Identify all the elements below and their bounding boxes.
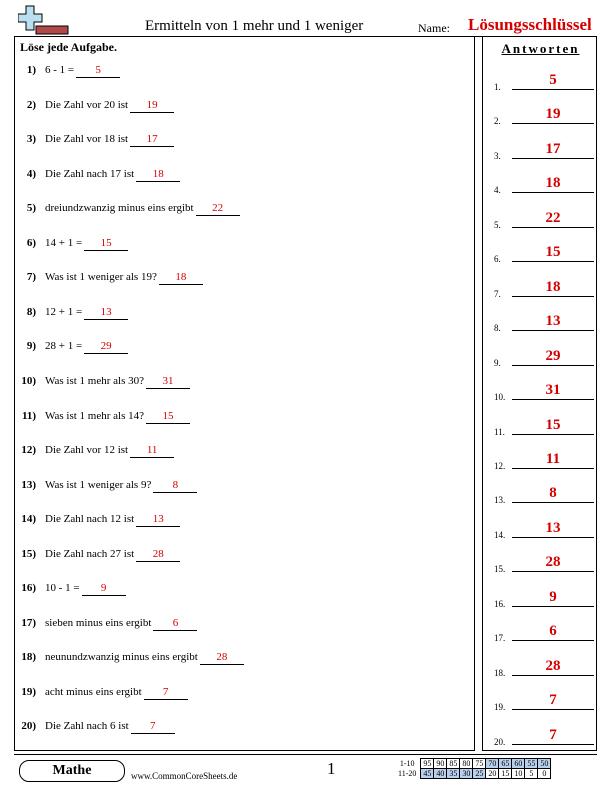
score-cell: 75 — [473, 759, 486, 769]
question-number: 1) — [26, 64, 36, 76]
question-number: 5) — [26, 202, 36, 215]
answer-blank[interactable]: 18 — [136, 168, 180, 182]
answer-number: 16. — [494, 598, 506, 609]
score-cell: 85 — [447, 759, 460, 769]
score-cell: 55 — [525, 759, 538, 769]
answer-value[interactable]: 13 — [512, 519, 594, 538]
answer-number: 3. — [494, 150, 501, 161]
question-text: 6 - 1 = — [45, 64, 75, 76]
question-item — [18, 99, 174, 115]
score-cell: 40 — [434, 769, 447, 779]
question-item — [18, 237, 128, 253]
question-number: 9) — [26, 340, 36, 353]
answer-number: 17. — [494, 633, 506, 644]
score-cell: 80 — [460, 759, 473, 769]
answer-number: 2. — [494, 116, 501, 127]
answer-value[interactable]: 17 — [512, 140, 594, 159]
question-number: 11) — [21, 409, 36, 422]
score-cell: 65 — [499, 759, 512, 769]
answer-value[interactable]: 13 — [512, 312, 594, 331]
answer-key-title: Lösungsschlüssel — [468, 15, 592, 34]
answer-item — [494, 518, 594, 540]
question-item — [18, 202, 240, 218]
answer-number: 6. — [494, 254, 501, 265]
question-text: Die Zahl nach 17 ist — [45, 167, 135, 180]
answer-value[interactable]: 29 — [512, 347, 594, 366]
question-item — [18, 168, 180, 184]
question-item — [18, 375, 190, 391]
answer-item — [494, 277, 594, 299]
question-number: 2) — [26, 98, 36, 111]
score-cell: 60 — [512, 759, 525, 769]
question-text: Was ist 1 mehr als 14? — [45, 409, 145, 422]
answer-value[interactable]: 8 — [512, 484, 594, 503]
question-item — [18, 444, 174, 460]
answer-value[interactable]: 15 — [512, 243, 594, 262]
question-number: 18) — [21, 651, 36, 664]
answer-item — [494, 173, 594, 195]
answer-number: 13. — [494, 495, 506, 506]
question-item — [18, 513, 180, 529]
question-item — [18, 133, 174, 149]
answer-item — [494, 725, 594, 747]
question-text: Die Zahl vor 12 ist — [45, 444, 129, 457]
answer-number: 11. — [494, 426, 505, 437]
answer-blank[interactable]: 6 — [153, 617, 197, 631]
question-item — [18, 720, 175, 736]
footer-rule — [14, 754, 597, 755]
question-number: 15) — [21, 547, 36, 560]
score-row — [396, 759, 551, 769]
answer-blank[interactable]: 17 — [130, 133, 174, 147]
subject-badge: Mathe — [19, 760, 125, 782]
answer-value[interactable]: 15 — [512, 416, 594, 435]
answer-item — [494, 311, 594, 333]
question-number: 7) — [26, 271, 36, 284]
question-number: 3) — [26, 133, 36, 146]
answer-item — [494, 656, 594, 678]
score-row — [396, 769, 551, 779]
question-item — [18, 306, 128, 322]
answer-value[interactable]: 28 — [512, 657, 594, 676]
answer-blank[interactable]: 19 — [130, 99, 174, 113]
question-text: 12 + 1 = — [45, 305, 83, 318]
question-item — [18, 617, 197, 633]
answer-item — [494, 449, 594, 471]
question-text: dreiundzwanzig minus eins ergibt — [45, 202, 194, 215]
answer-blank[interactable]: 28 — [200, 651, 244, 665]
answer-number: 1. — [494, 82, 501, 92]
question-text: Die Zahl vor 20 ist — [45, 98, 129, 111]
question-item — [18, 410, 190, 426]
score-cell: 95 — [421, 759, 434, 769]
question-text: sieben minus eins ergibt — [45, 616, 152, 629]
score-row-label: 1-10 — [399, 759, 415, 768]
answer-blank[interactable]: 7 — [144, 686, 188, 700]
answer-value[interactable]: 6 — [512, 622, 594, 641]
answer-value[interactable]: 28 — [512, 553, 594, 572]
answer-value[interactable]: 7 — [512, 726, 594, 745]
answer-blank[interactable]: 15 — [146, 410, 190, 424]
score-cell: 5 — [525, 769, 538, 779]
answer-item — [494, 70, 594, 92]
question-item — [18, 686, 188, 702]
score-cell: 0 — [538, 769, 551, 779]
answer-blank[interactable]: 18 — [159, 271, 203, 285]
question-number: 10) — [21, 374, 36, 387]
answer-value[interactable]: 19 — [512, 105, 594, 124]
answer-item — [494, 621, 594, 643]
answer-item — [494, 242, 594, 264]
question-text: 14 + 1 = — [45, 236, 83, 249]
question-item — [18, 340, 128, 356]
answer-item — [494, 104, 594, 126]
question-item — [18, 64, 120, 80]
score-cell: 10 — [512, 769, 525, 779]
question-text: Die Zahl nach 6 ist — [45, 720, 129, 733]
question-item — [18, 271, 203, 287]
answer-value[interactable]: 5 — [512, 71, 594, 90]
answer-item — [494, 346, 594, 368]
answer-value[interactable]: 31 — [512, 381, 594, 400]
plus-minus-logo-icon — [18, 4, 70, 38]
score-cell: 30 — [460, 769, 473, 779]
answer-blank[interactable]: 5 — [76, 64, 120, 78]
question-text: acht minus eins ergibt — [45, 685, 142, 698]
score-cell: 15 — [499, 769, 512, 779]
question-number: 14) — [21, 513, 36, 526]
question-text: Die Zahl nach 12 ist — [45, 513, 135, 526]
answer-blank[interactable]: 29 — [84, 340, 128, 354]
answer-item — [494, 415, 594, 437]
answer-value[interactable]: 7 — [512, 691, 594, 710]
answer-number: 20. — [494, 736, 506, 747]
answer-item — [494, 208, 594, 230]
instructions: Löse jede Aufgabe. — [20, 40, 117, 54]
answers-title: Antworten — [501, 41, 580, 56]
question-text: Was ist 1 mehr als 30? — [45, 374, 145, 387]
answer-blank[interactable]: 13 — [136, 513, 180, 527]
answer-value[interactable]: 11 — [512, 450, 594, 469]
score-row-label: 11-20 — [398, 769, 417, 778]
question-item — [18, 582, 126, 598]
score-cell: 25 — [473, 769, 486, 779]
column-divider — [474, 37, 483, 751]
score-cell: 45 — [421, 769, 434, 779]
answer-number: 5. — [494, 219, 501, 230]
question-item — [18, 651, 244, 667]
answer-blank[interactable]: 15 — [84, 237, 128, 251]
score-cell: 90 — [434, 759, 447, 769]
question-text: 10 - 1 = — [45, 582, 80, 595]
answer-item — [494, 552, 594, 574]
answer-blank[interactable]: 7 — [131, 720, 175, 734]
answer-item — [494, 483, 594, 505]
question-number: 17) — [21, 616, 36, 629]
answer-number: 9. — [494, 357, 501, 368]
question-item — [18, 548, 180, 564]
answer-value[interactable]: 18 — [512, 278, 594, 297]
website-url: www.CommonCoreSheets.de — [131, 771, 238, 781]
answer-number: 4. — [494, 185, 501, 196]
question-number: 6) — [26, 236, 36, 249]
answer-number: 8. — [494, 323, 501, 334]
question-text: Was ist 1 weniger als 9? — [45, 478, 152, 491]
question-number: 12) — [21, 444, 36, 457]
question-text: 28 + 1 = — [45, 340, 83, 353]
answer-value[interactable]: 22 — [512, 209, 594, 228]
score-cell: 50 — [538, 759, 551, 769]
question-number: 8) — [26, 305, 36, 318]
question-number: 16) — [21, 582, 36, 595]
question-text: Die Zahl nach 27 ist — [45, 547, 135, 560]
score-cell: 70 — [486, 759, 499, 769]
question-number: 20) — [21, 720, 36, 733]
answer-number: 7. — [494, 288, 501, 299]
answer-number: 15. — [494, 564, 506, 575]
answer-blank[interactable]: 28 — [136, 548, 180, 562]
answer-blank[interactable]: 22 — [196, 202, 240, 216]
page-number: 1 — [327, 759, 336, 778]
answer-number: 19. — [494, 702, 506, 713]
answer-blank[interactable]: 13 — [84, 306, 128, 320]
question-number: 13) — [21, 478, 36, 491]
question-number: 4) — [26, 167, 36, 180]
answer-number: 18. — [494, 667, 506, 678]
answer-value[interactable]: 9 — [512, 588, 594, 607]
question-text: neunundzwanzig minus eins ergibt — [45, 651, 198, 664]
answer-blank[interactable]: 11 — [130, 444, 174, 458]
answer-blank[interactable]: 9 — [82, 582, 126, 596]
score-table — [396, 758, 551, 779]
answer-blank[interactable]: 8 — [153, 479, 197, 493]
answer-item — [494, 690, 594, 712]
page-title: Ermitteln von 1 mehr und 1 weniger — [145, 18, 364, 34]
question-text: Die Zahl vor 18 ist — [45, 133, 129, 146]
question-text: Was ist 1 weniger als 19? — [45, 271, 157, 284]
answer-item — [494, 587, 594, 609]
score-cell: 20 — [486, 769, 499, 779]
answer-number: 12. — [494, 460, 506, 471]
name-label: Name: — [418, 21, 450, 35]
answer-item — [494, 380, 594, 402]
answer-blank[interactable]: 31 — [146, 375, 190, 389]
answer-value[interactable]: 18 — [512, 174, 594, 193]
question-item — [18, 479, 197, 495]
answer-number: 10. — [494, 392, 506, 403]
answer-item — [494, 139, 594, 161]
answer-number: 14. — [494, 529, 506, 540]
score-cell: 35 — [447, 769, 460, 779]
question-number: 19) — [21, 685, 36, 698]
